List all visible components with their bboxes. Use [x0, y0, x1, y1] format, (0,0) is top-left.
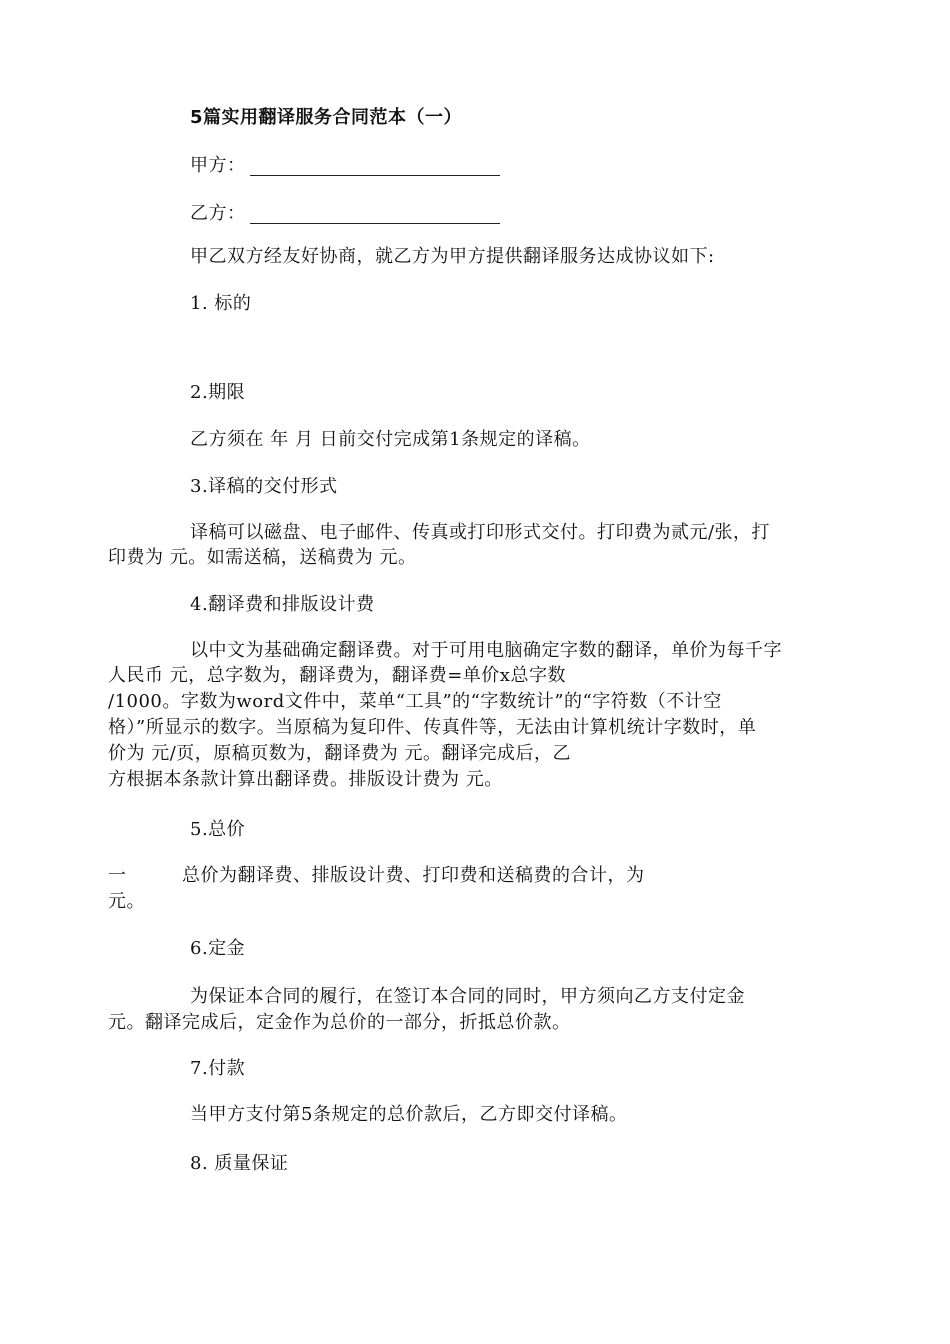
section-2-text: 乙方须在 年 月 日前交付完成第1条规定的译稿。 — [190, 429, 591, 450]
section-5-line-1: 总价为翻译费、排版设计费、打印费和送稿费的合计，为 — [182, 865, 645, 886]
section-4-line-1: 以中文为基础确定翻译费。对于可用电脑确定字数的翻译，单价为每千字 — [190, 640, 782, 661]
section-5-heading: 5.总价 — [190, 819, 246, 840]
section-6-heading: 6.定金 — [190, 938, 246, 959]
section-4-line-4: 格）”所显示的数字。当原稿为复印件、传真件等，无法由计算机统计字数时，单 — [108, 717, 757, 738]
section-4-heading: 4.翻译费和排版设计费 — [190, 594, 375, 615]
section-8-heading: 8. 质量保证 — [190, 1153, 289, 1174]
section-4-line-3: /1000。字数为word文件中，菜单“工具”的“字数统计”的“字符数（不计空 — [108, 691, 722, 712]
section-3-line-1: 译稿可以磁盘、电子邮件、传真或打印形式交付。打印费为贰元/张，打 — [190, 522, 771, 543]
section-2-heading: 2.期限 — [190, 382, 246, 403]
section-4-line-2: 人民币 元，总字数为，翻译费为，翻译费=单价x总字数 — [108, 665, 566, 686]
section-3-heading: 3.译稿的交付形式 — [190, 476, 338, 497]
party-b-blank — [250, 205, 500, 224]
document-title: 5篇实用翻译服务合同范本（一） — [190, 107, 463, 128]
section-5-dash: 一 — [108, 865, 127, 886]
party-b-line — [190, 202, 500, 226]
section-3-line-2: 印费为 元。如需送稿，送稿费为 元。 — [108, 547, 417, 568]
section-4-line-5: 价为 元/页，原稿页数为，翻译费为 元。翻译完成后，乙 — [108, 743, 572, 764]
party-a-label: 甲方： — [190, 155, 246, 176]
intro-text: 甲乙双方经友好协商，就乙方为甲方提供翻译服务达成协议如下: — [190, 246, 715, 267]
party-a-blank — [250, 157, 500, 176]
section-4-line-6: 方根据本条款计算出翻译费。排版设计费为 元。 — [108, 769, 503, 790]
section-5-line-2: 元。 — [108, 891, 145, 912]
section-6-line-2: 元。翻译完成后，定金作为总价的一部分，折抵总价款。 — [108, 1012, 571, 1033]
section-6-line-1: 为保证本合同的履行，在签订本合同的同时，甲方须向乙方支付定金 — [190, 986, 745, 1007]
section-7-text: 当甲方支付第5条规定的总价款后，乙方即交付译稿。 — [190, 1104, 628, 1125]
section-1-heading: 1. 标的 — [190, 293, 252, 314]
party-a-line — [190, 154, 500, 178]
section-7-heading: 7.付款 — [190, 1058, 246, 1079]
party-b-label: 乙方： — [190, 203, 246, 224]
